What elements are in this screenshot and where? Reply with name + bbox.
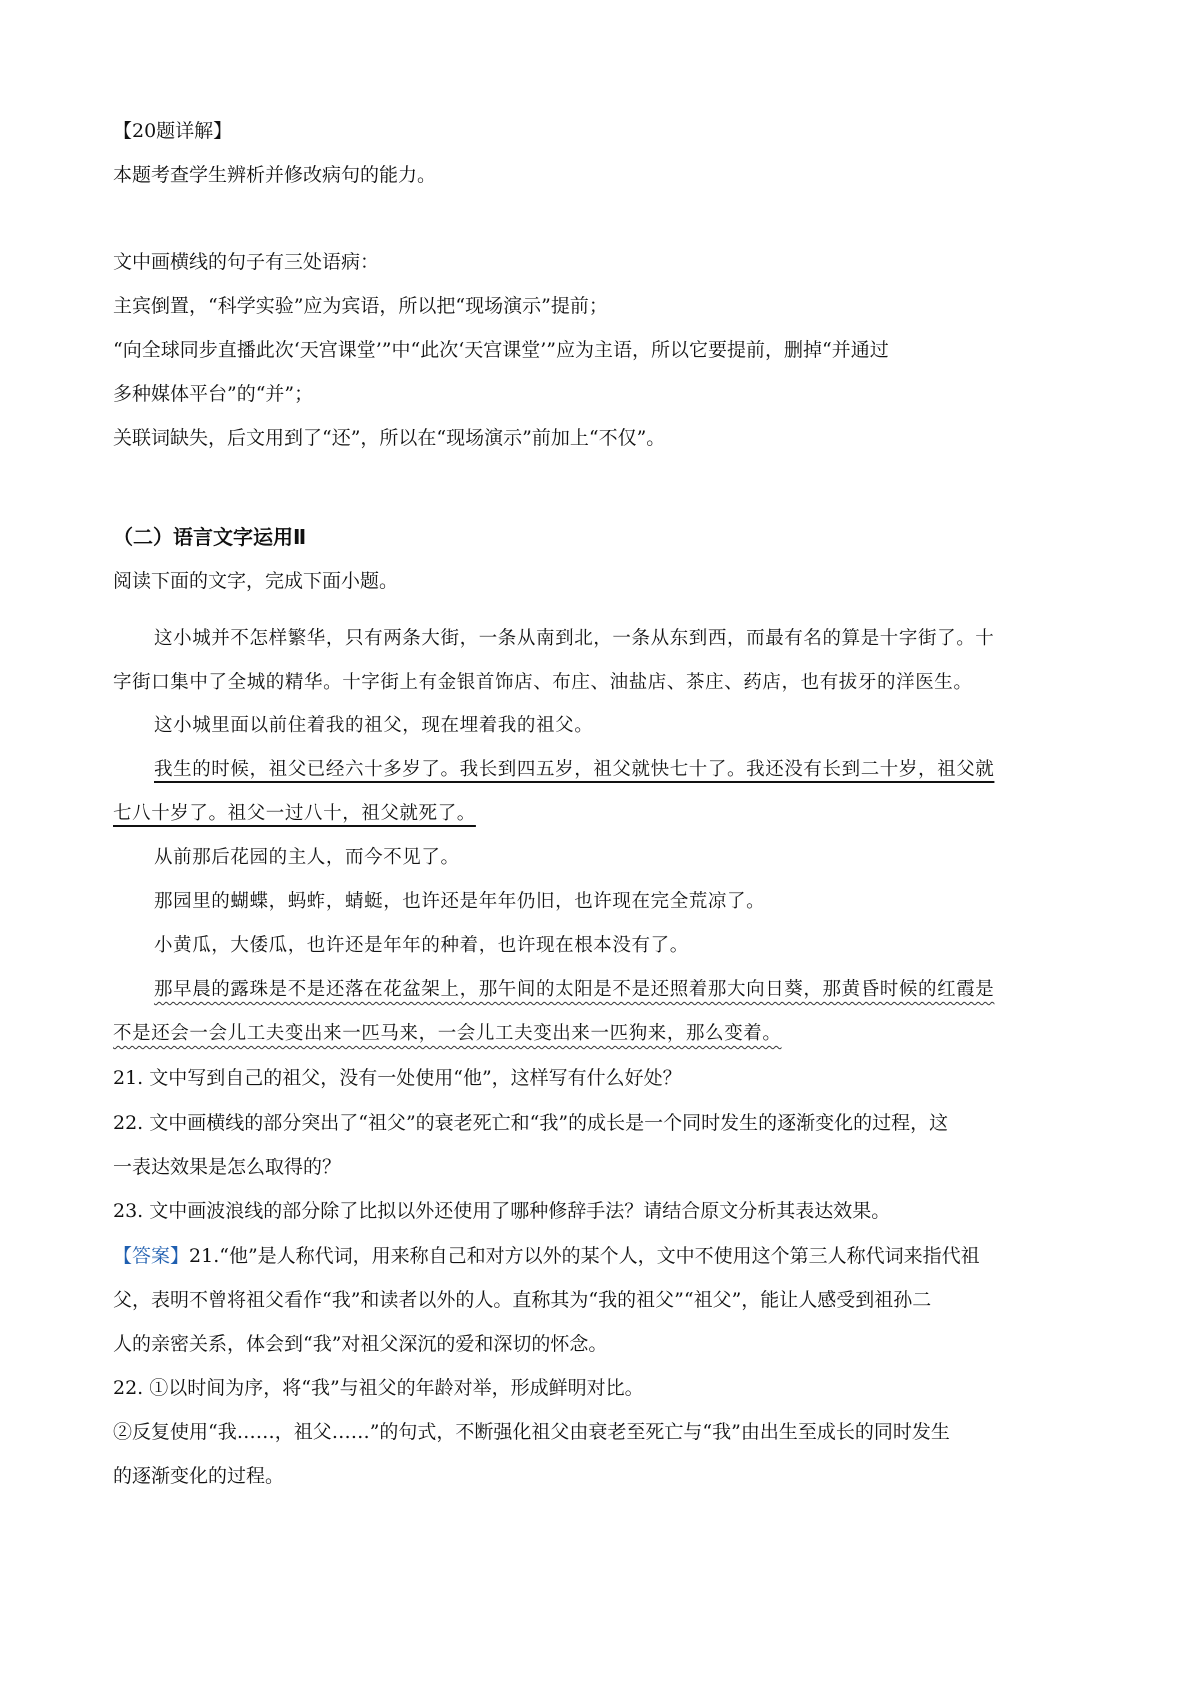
question-21: 21. 文中写到自己的祖父，没有一处使用“他”，这样写有什么好处？: [113, 1067, 682, 1089]
detail-intro: 本题考查学生辨析并修改病句的能力。: [113, 164, 437, 186]
answer-22-line-3: 的逐渐变化的过程。: [113, 1465, 285, 1487]
underlined-text: 七八十岁了。祖父一过八十，祖父就死了。: [113, 803, 476, 824]
detail-paragraph-3-line-2: 多种媒体平台”的“并”；: [113, 383, 314, 405]
detail-heading: 【20题详解】: [113, 120, 233, 142]
answer-22-line-1: 22. ①以时间为序，将“我”与祖父的年龄对举，形成鲜明对比。: [113, 1377, 644, 1399]
question-22-line-1: 22. 文中画横线的部分突出了“祖父”的衰老死亡和“我”的成长是一个同时发生的逐渐变化的过程，这: [113, 1112, 949, 1134]
underlined-text: 我生的时候，祖父已经六十多岁了。我长到四五岁，祖父就快七十了。我还没有长到二十岁，祖父就: [154, 759, 995, 780]
question-22-line-2: 一表达效果是怎么取得的？: [113, 1156, 342, 1178]
answer-22-line-2: ②反复使用“我……，祖父……”的句式，不断强化祖父由衰老至死亡与“我”由出生至成长的同时发生: [113, 1421, 950, 1443]
passage-para-5: 那园里的蝴蝶，蚂蚱，蜻蜓，也许还是年年仍旧，也许现在完全荒凉了。: [154, 891, 766, 912]
question-23: 23. 文中画波浪线的部分除了比拟以外还使用了哪种修辞手法？请结合原文分析其表达效果。: [113, 1200, 891, 1222]
passage-para-1-line-2: 字街口集中了全城的精华。十字街上有金银首饰店、布庄、油盐店、茶庄、药店，也有拔牙的洋医生。: [113, 672, 973, 693]
passage-underlined-line-2: [113, 801, 1062, 827]
passage-underlined-line-1: [154, 757, 1103, 783]
passage-para-2: 这小城里面以前住着我的祖父，现在埋着我的祖父。: [154, 715, 594, 736]
answer-21-line-1: [113, 1243, 1103, 1269]
wavy-underlined-text: 那早晨的露珠是不是还落在花盆架上，那午间的太阳是不是还照着那大向日葵，那黄昏时候的红霞是: [154, 979, 995, 1000]
answer-21-line-3: 人的亲密关系，体会到“我”对祖父深沉的爱和深切的怀念。: [113, 1333, 608, 1355]
answer-tag: 【答案】: [113, 1245, 190, 1267]
passage-wavy-line-1: [154, 977, 1103, 1003]
detail-paragraph-4: 关联词缺失，后文用到了“还”，所以在“现场演示”前加上“不仅”。: [113, 427, 666, 449]
answer-21-line-2: 父，表明不曾将祖父看作“我”和读者以外的人。直称其为“我的祖父”“祖父”，能让人感受到祖孙二: [113, 1289, 932, 1311]
section-instruction: 阅读下面的文字，完成下面小题。: [113, 570, 399, 592]
detail-paragraph-2: 主宾倒置，“科学实验”应为宾语，所以把“现场演示”提前；: [113, 295, 608, 317]
passage-para-1-line-1: 这小城并不怎样繁华，只有两条大街，一条从南到北，一条从东到西，而最有名的算是十字街了。十: [154, 628, 995, 649]
section-title: （二）语言文字运用Ⅱ: [113, 525, 307, 549]
passage-wavy-line-2: [113, 1021, 1062, 1047]
answer-text: 21.“他”是人称代词，用来称自己和对方以外的某个人，文中不使用这个第三人称代词来指代祖: [189, 1245, 980, 1267]
detail-paragraph-3-line-1: “向全球同步直播此次‘天宫课堂’”中“此次‘天宫课堂’”应为主语，所以它要提前，删掉“并通过: [113, 339, 889, 361]
wavy-underlined-text: 不是还会一会儿工夫变出来一匹马来，一会儿工夫变出来一匹狗来，那么变着。: [113, 1023, 782, 1044]
passage-para-4: 从前那后花园的主人，而今不见了。: [154, 847, 460, 868]
detail-paragraph-1: 文中画横线的句子有三处语病：: [113, 251, 380, 273]
passage-para-6: 小黄瓜，大倭瓜，也许还是年年的种着，也许现在根本没有了。: [154, 935, 689, 956]
